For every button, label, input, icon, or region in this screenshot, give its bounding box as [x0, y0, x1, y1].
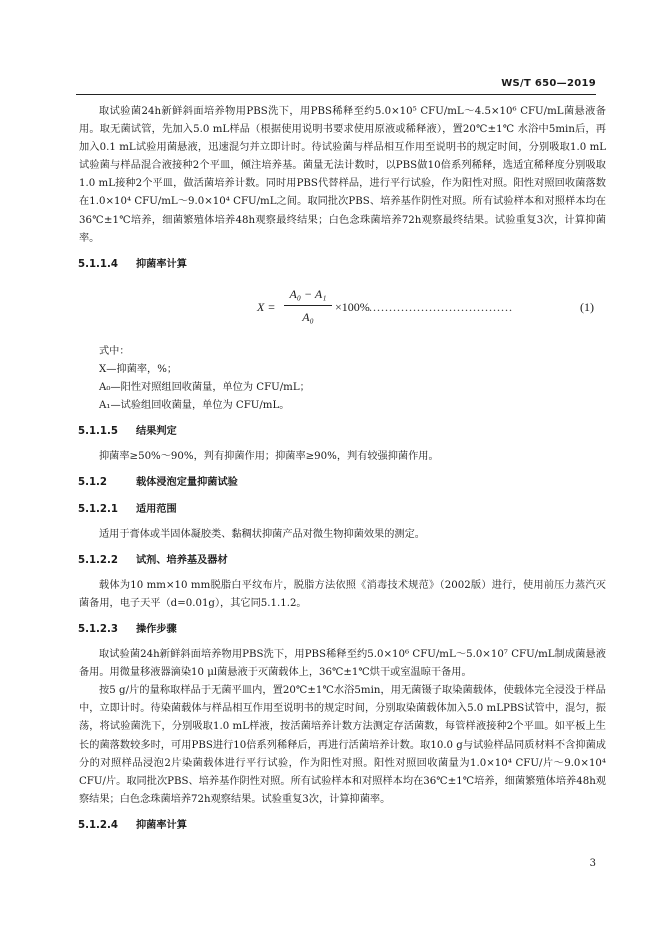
paragraph-scope: 适用于膏体或半固体凝胶类、黏稠状抑菌产品对微生物抑菌效果的测定。	[99, 528, 425, 540]
formula-1	[79, 281, 606, 333]
paragraph-result-judgement: 抑菌率≥50%～90%，判有抑菌作用；抑菌率≥90%，判有较强抑菌作用。	[99, 451, 439, 463]
heading-5-1-2	[78, 474, 606, 492]
where-line: A₁—试验组回收菌量，单位为 CFU/mL。	[99, 400, 290, 412]
page-content	[79, 103, 606, 842]
heading-number: 5.1.2.3	[78, 623, 118, 635]
formula-fraction	[284, 285, 332, 326]
heading-number: 5.1.2.4	[78, 819, 118, 831]
formula-equation-number: (1)	[580, 299, 594, 314]
formula-denominator: A₀	[302, 309, 314, 324]
paragraph-steps-1: 取试验菌24h新鲜斜面培养物用PBS洗下，用PBS稀释至约5.0×10⁶ CFU/mL～5.0×10⁷ CFU/mL制成菌悬液备用。用微量移液器滴染10 μl菌悬液于灭菌载体上，36℃±1℃烘干或室温晾干备用。	[79, 649, 606, 679]
heading-number: 5.1.1.5	[78, 426, 118, 438]
heading-title: 适用范围	[136, 503, 177, 515]
heading-5-1-2-4	[78, 817, 606, 835]
page-number: 3	[589, 858, 596, 869]
standard-code: WS/T 650—2019	[501, 78, 596, 89]
formula-lhs: X =	[257, 299, 276, 314]
heading-title: 试剂、培养基及器材	[136, 554, 228, 566]
heading-title: 抑菌率计算	[136, 258, 187, 270]
paragraph-reagents: 载体为10 mm×10 mm脱脂白平纹布片，脱脂方法依照《消毒技术规范》（2002版）进行，使用前压力蒸汽灭菌备用，电子天平（d=0.01g），其它同5.1.1.2。	[79, 579, 606, 609]
header-rule	[76, 94, 596, 95]
formula-leader-dots: ....................................	[369, 299, 513, 314]
heading-5-1-1-5	[78, 423, 606, 441]
heading-5-1-2-2	[78, 552, 606, 570]
formula-numerator: A₀ − A₁	[284, 285, 332, 306]
heading-number: 5.1.2.1	[78, 503, 118, 515]
paragraph-procedure-intro: 取试验菌24h新鲜斜面培养物用PBS洗下，用PBS稀释至约5.0×10⁵ CFU/mL～4.5×10⁶ CFU/mL菌悬液备用。取无菌试管，先加入5.0 mL样品（根据使用说明书要求使用原液或稀释液），置20℃±1℃ 水浴中5min后，再加入0.1 mL试验用菌悬液，迅速混匀并立即计时。待试验菌与样品相互作用至说明书的规定时间，分别吸取1.0 mL试验菌与样品混合液接种2个平皿，倾注培养基。菌量无法计数时，以PBS做10倍系列稀释，选适宜稀释度分别吸取1.0 mL接种2个平皿，做活菌培养计数。同时用PBS代替样品，进行平行试验，作为阳性对照。阳性对照回收菌落数在1.0×10⁴ CFU/mL～9.0×10⁴ CFU/mL之间。取同批次PBS、培养基作阴性对照。所有试验样本和对照样本均在36℃±1℃培养，细菌繁殖体培养48h观察最终结果；白色念珠菌培养72h观察最终结果。试验重复3次，计算抑菌率。	[79, 106, 606, 244]
formula-multiplier: ×100%	[335, 299, 370, 314]
heading-5-1-2-3	[78, 621, 606, 639]
where-line: X—抑菌率，%；	[99, 363, 178, 375]
heading-title: 载体浸泡定量抑菌试验	[136, 477, 238, 489]
heading-title: 抑菌率计算	[136, 819, 187, 831]
heading-5-1-2-1	[78, 501, 606, 519]
heading-5-1-1-4	[78, 256, 606, 274]
heading-number: 5.1.2.2	[78, 554, 118, 566]
heading-number: 5.1.1.4	[78, 258, 118, 270]
heading-title: 操作步骤	[136, 623, 177, 635]
heading-number: 5.1.2	[78, 477, 108, 489]
paragraph-steps-2: 按5 g/片的量称取样品于无菌平皿内，置20℃±1℃水浴5min，用无菌镊子取染菌载体，使载体完全浸没于样品中，立即计时。待染菌载体与样品相互作用至说明书的规定时间，分别取染菌载体加入5.0 mLPBS试管中，混匀，振荡，将试验菌洗下，分别吸取1.0 mL样液，按活菌培养计数方法测定存活菌数，每管样液接种2个平皿。如平板上生长的菌落数较多时，可用PBS进行10倍系列稀释后，再进行活菌培养计数。取10.0 g与试验样品同质材料不含抑菌成分的对照样品浸泡2片染菌载体进行平行试验，作为阳性对照。阳性对照回收菌量为1.0×10⁴ CFU/片～9.0×10⁴ CFU/片。取同批次PBS、培养基作阴性对照。所有试验样本和对照样本均在36℃±1℃培养，细菌繁殖体培养48h观察结果；白色念珠菌培养72h观察结果。试验重复3次，计算抑菌率。	[79, 685, 606, 805]
heading-title: 结果判定	[136, 426, 177, 438]
where-line: A₀—阳性对照组回收菌量，单位为 CFU/mL；	[99, 382, 310, 394]
where-intro: 式中：	[99, 345, 130, 357]
